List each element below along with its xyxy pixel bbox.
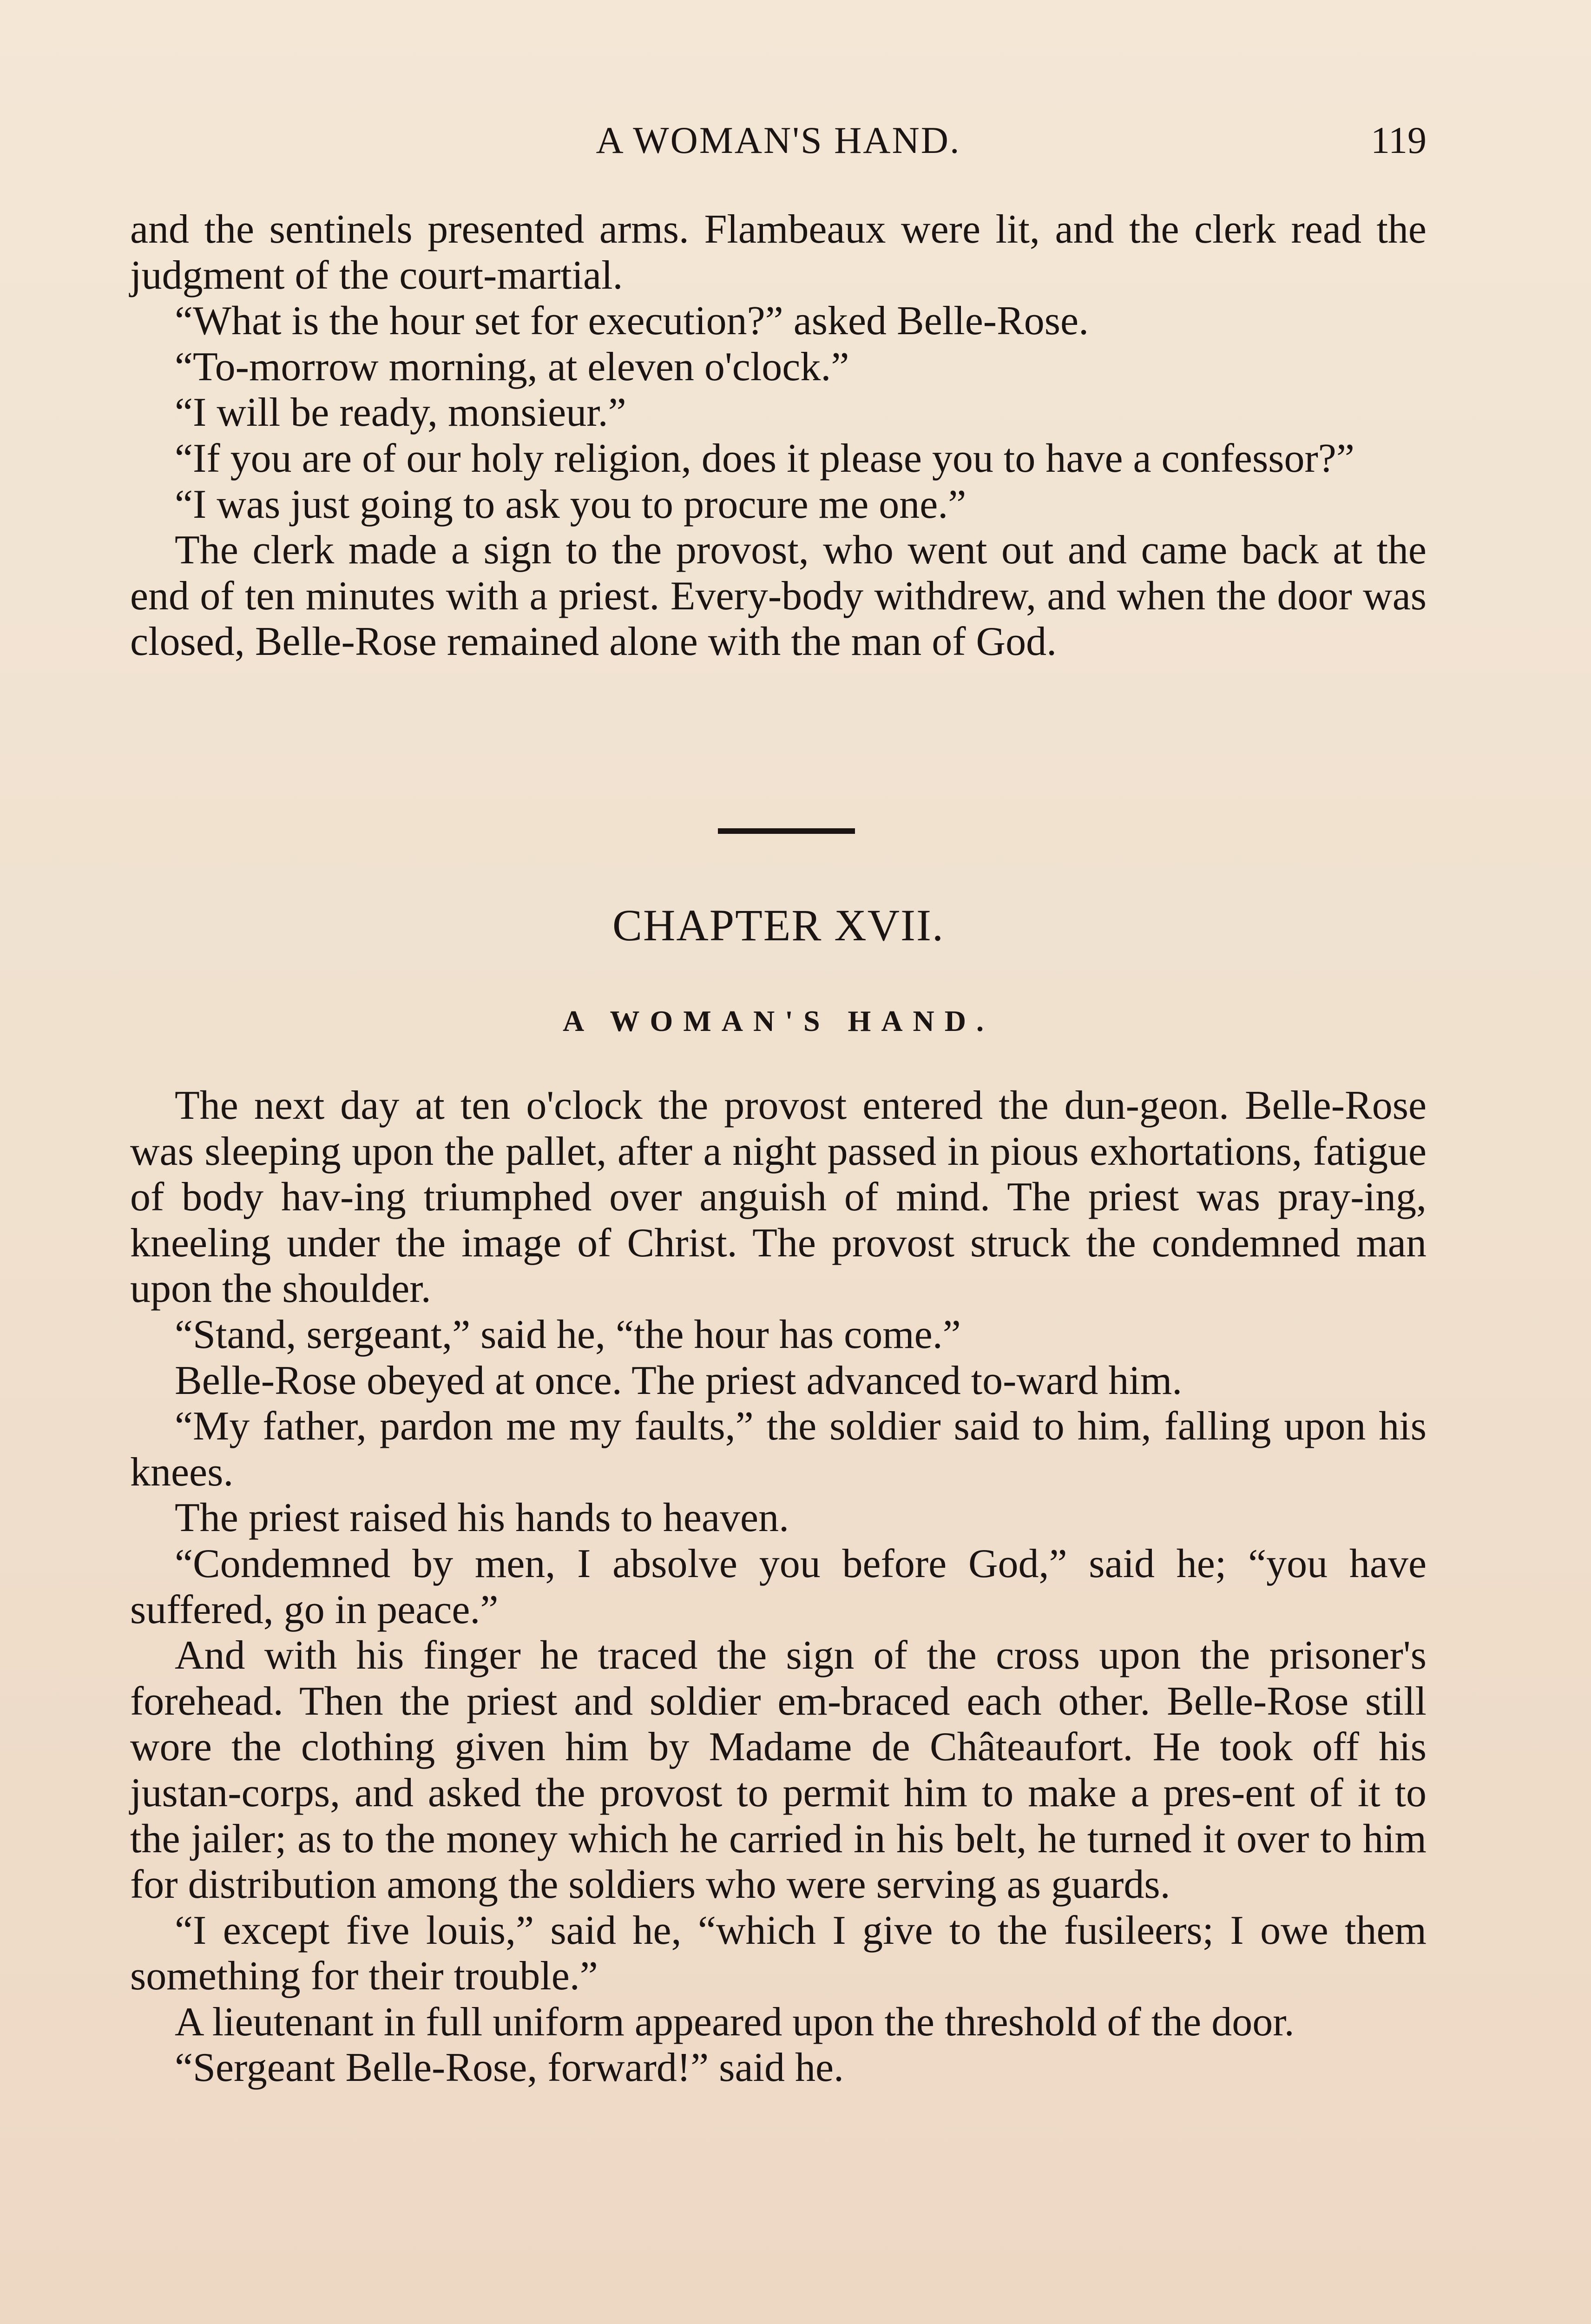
paragraph: “If you are of our holy religion, does it please you to have a confessor?” — [175, 436, 1354, 481]
paragraph: and the sentinels presented arms. Flambeaux were lit, and the clerk read the judgment of the court-martial. — [130, 207, 1427, 298]
paragraph: “I was just going to ask you to procure me one.” — [175, 482, 966, 527]
paragraph: “Condemned by men, I absolve you before God,” said he; “you have suffered, go in peace.” — [130, 1541, 1427, 1632]
paragraph: The clerk made a sign to the provost, who went out and came back at the end of ten minutes with a priest. Every-body withdrew, and when the door was closed, Belle-Rose remained alone with the man of God. — [130, 528, 1427, 665]
paragraph: “I except five louis,” said he, “which I give to the fusileers; I owe them something for their trouble.” — [130, 1908, 1427, 1999]
paragraph: “Sergeant Belle-Rose, forward!” said he. — [175, 2045, 844, 2091]
chapter-title: A WOMAN'S HAND. — [563, 1004, 994, 1037]
paragraph: “To-morrow morning, at eleven o'clock.” — [175, 344, 849, 390]
chapter-body-text — [130, 1083, 1427, 2091]
paragraph: And with his finger he traced the sign of the cross upon the prisoner's forehead. Then the priest and soldier em-braced each other. Belle-Rose still wore the clothing given him by Madame de Châteaufort. He took off his justan-corps, and asked the provost to permit him to make a pres-ent of it to the jailer; as to the money which he carried in his belt, he turned it over to him for distribution among the soldiers who were serving as guards. — [130, 1633, 1427, 1908]
paragraph: A lieutenant in full uniform appeared upon the threshold of the door. — [175, 1999, 1295, 2045]
chapter-end-text — [130, 207, 1427, 665]
paragraph: The next day at ten o'clock the provost entered the dun-geon. Belle-Rose was sleeping upon the pallet, after a night passed in pious exhortations, fatigue of body hav-ing triumphed over anguish of mind. The priest was pray-ing, kneeling under the image of Christ. The provost struck the condemned man upon the shoulder. — [130, 1083, 1427, 1312]
chapter-number: CHAPTER XVII. — [612, 900, 944, 950]
paragraph: “My father, pardon me my faults,” the soldier said to him, falling upon his knees. — [130, 1404, 1427, 1495]
paragraph: The priest raised his hands to heaven. — [175, 1495, 789, 1541]
paragraph: Belle-Rose obeyed at once. The priest advanced to-ward him. — [175, 1358, 1183, 1403]
running-head — [130, 119, 1427, 170]
section-divider — [718, 828, 855, 834]
running-title: A WOMAN'S HAND. — [596, 119, 961, 161]
paragraph: “I will be ready, monsieur.” — [175, 390, 626, 436]
paragraph: “What is the hour set for execution?” asked Belle-Rose. — [175, 298, 1089, 344]
page-number: 119 — [1371, 119, 1427, 161]
paragraph: “Stand, sergeant,” said he, “the hour has come.” — [175, 1312, 961, 1357]
